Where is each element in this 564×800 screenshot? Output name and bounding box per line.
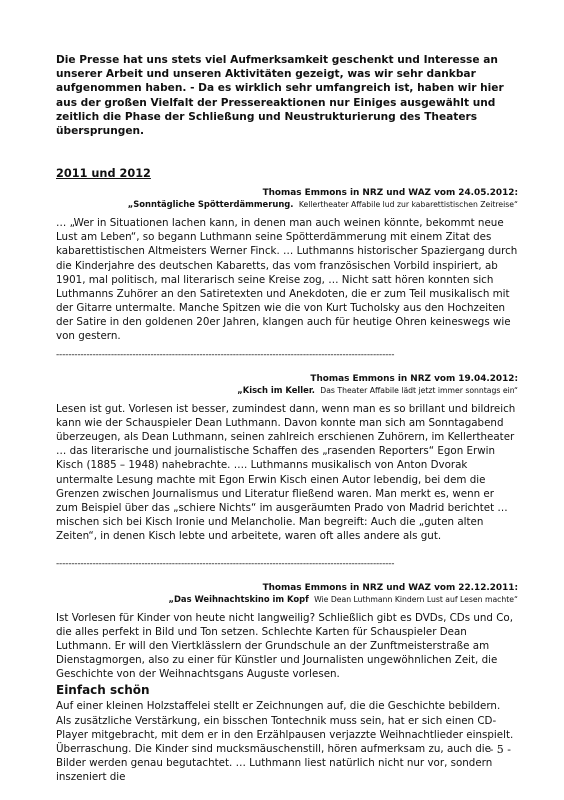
article-body: Lesen ist gut. Vorlesen ist besser, zumindest dann, wenn man es so brillant und bildreich kann wie der Schauspieler Dean Luthmann. Davon konnte man sich am Sonntagabend überzeugen, als Dean Luthmann, seinen zahlreich erschienen Zuhörern, im Kellertheater … das literarische und journalistische Schaffen des „rasenden Reporters“ Egon Erwin Kisch (1885 – 1948) nahebrachte. …. Luthmanns musikalisch von Anton Dvorak untermalte Lesung machte mit Egon Erwin Kisch einen Autor lebendig, bei dem die Grenzen zwischen Journalismus und Literatur fließend waren. Man merkt es, wenn er zum Beispiel über das „schiere Nichts“ im ausgeräumten Prado von Madrid berichtet … mischen sich bei Kisch Ironie und Melancholie. Man begreift: Auch die „guten alten Zeiten“, in denen Kisch lebte und arbeitete, waren oft alles andere als gut. (56, 403, 516, 542)
article-headline (56, 199, 518, 210)
article-source: Thomas Emmons in NRZ vom 19.04.2012: (310, 374, 518, 385)
separator-line: --------------------------------------------------------------------------------------------------------------- (56, 350, 395, 361)
article-body: … „Wer in Situationen lachen kann, in denen man auch weinen könnte, bekommt neue Lust am Leben“, so begann Luthmann seine Spötterdämmerung mit einem Zitat des kabarettistischen Altmeisters Werner Finck. … Luthmanns historischer Spaziergang durch die Kinderjahre des deutschen Kabaretts, das vom französischen Vorbild inspiriert, ab 1901, mal politisch, mal literarisch seine Kreise zog, … Nicht satt hören konnten sich Luthmanns Zuhörer an den Satiretexten und Anekdoten, die er zum Teil musikalisch mit der Gitarre untermalte. Manche Spitzen wie die von Kurt Tucholsky aus den Hochzeiten der Satire in den goldenen 20er Jahren, klangen auch für heutige Ohren keineswegs wie von gestern. (56, 217, 518, 342)
headline-subline: Kellertheater Affabile lud zur kabarettistischen Zeitreise“ (298, 200, 518, 210)
article-2 (56, 374, 518, 543)
article-1 (56, 188, 518, 343)
headline-subline: Das Theater Affabile lädt jetzt immer sonntags ein“ (320, 386, 518, 396)
page-content (56, 53, 518, 784)
section-title: 2011 und 2012 (56, 167, 151, 181)
article-source: Thomas Emmons in NRZ und WAZ vom 24.05.2012: (262, 188, 518, 199)
article-headline (56, 385, 518, 396)
article-headline (56, 594, 518, 605)
headline-title: „Das Weihnachtskino im Kopf (168, 594, 309, 604)
headline-subline: Wie Dean Luthmann Kindern Lust auf Lesen machte“ (314, 595, 518, 604)
page-number: - 5 - (489, 743, 511, 756)
article-subheading: Einfach schön (56, 683, 150, 698)
headline-title: „Kisch im Keller. (237, 385, 315, 396)
article-body: Ist Vorlesen für Kinder von heute nicht langweilig? Schließlich gibt es DVDs, CDs und Co, die alles perfekt in Bild und Ton setzen. Schlechte Karten für Schauspieler Dean Luthmann. Er will den Viertklässlern der Grundschule an der Zunftmeisterstraße am Dienstagmorgen, also zu einer für Künstler und Journalisten ungewöhnlichen Zeit, die Geschichte von der Weihnachtsgans Auguste vorlesen. (56, 612, 513, 681)
separator-line: --------------------------------------------------------------------------------------------------------------- (56, 559, 395, 569)
intro-paragraph: Die Presse hat uns stets viel Aufmerksamkeit geschenkt und Interesse an unserer Arbeit und unseren Aktivitäten gezeigt, was wir sehr dankbar aufgenommen haben. - Da es wirklich sehr umfangreich ist, haben wir hier aus der großen Vielfalt der Pressereaktionen nur Einiges ausgewählt und zeitlich die Phase der Schließung und Neustrukturierung des Theaters übersprungen. (56, 54, 504, 138)
headline-title: „Sonntägliche Spötterdämmerung. (127, 199, 294, 210)
article-body-continued: Auf einer kleinen Holzstaffelei stellt er Zeichnungen auf, die die Geschichte bebildern. Als zusätzliche Verstärkung, ein bisschen Tontechnik muss sein, hat er sich einen CD-Player mitgebracht, mit dem er in den Erzählpausen verjazzte Weihnachtlieder einspielt. Überraschung. Die Kinder sind mucksmäuschenstill, hören aufmerksam zu, auch die Bilder werden genau begutachtet. … Luthmann liest natürlich nicht nur vor, sondern inszeniert die (56, 700, 514, 783)
article-3 (56, 583, 518, 784)
article-source: Thomas Emmons in NRZ und WAZ vom 22.12.2011: (262, 583, 518, 593)
